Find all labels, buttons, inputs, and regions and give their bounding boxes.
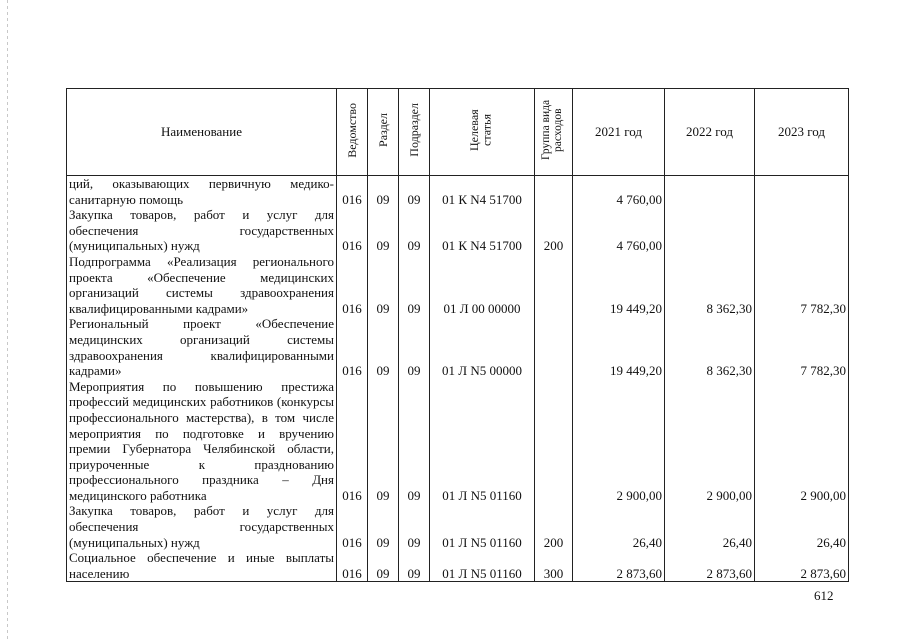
row-podrazdel: 09 bbox=[399, 503, 430, 550]
row-celevaya-statya: 01 Л N5 01160 bbox=[430, 550, 535, 582]
row-vedomstvo: 016 bbox=[337, 176, 368, 208]
row-gruppa: 200 bbox=[535, 503, 573, 550]
row-name: Закупка товаров, работ и услуг для обеспечения государственных (муниципальных) нужд bbox=[67, 207, 337, 254]
row-celevaya-statya: 01 Л N5 01160 bbox=[430, 379, 535, 504]
header-razdel-label: Раздел bbox=[375, 113, 390, 147]
row-gruppa bbox=[535, 316, 573, 378]
budget-table bbox=[66, 88, 849, 582]
row-celevaya-statya: 01 К N4 51700 bbox=[430, 207, 535, 254]
header-celevaya-statya-label: Целевая статья bbox=[467, 109, 494, 151]
row-2021: 4 760,00 bbox=[573, 176, 665, 208]
row-2023: 2 900,00 bbox=[755, 379, 849, 504]
row-vedomstvo: 016 bbox=[337, 254, 368, 316]
row-2022: 8 362,30 bbox=[665, 254, 755, 316]
header-podrazdel-label: Подраздел bbox=[406, 103, 421, 157]
row-name: ций, оказывающих первичную медико-санитарную помощь bbox=[67, 176, 337, 208]
row-2021: 19 449,20 bbox=[573, 316, 665, 378]
row-celevaya-statya: 01 К N4 51700 bbox=[430, 176, 535, 208]
row-name: Подпрограмма «Реализация регионального проекта «Обеспечение медицинских организаций системы здравоохранения квалифицированными кадрами» bbox=[67, 254, 337, 316]
table-row bbox=[67, 207, 849, 254]
table-row bbox=[67, 316, 849, 378]
row-name: Мероприятия по повышению престижа профессий медицинских работников (конкурсы профессионального мастерства), в том числе мероприятия по подготовке и вручению премии Губернатора Челябинской области, приуроченные к празднованию профессионального праздника – Дня медицинского работника bbox=[67, 379, 337, 504]
row-2022: 8 362,30 bbox=[665, 316, 755, 378]
header-podrazdel bbox=[399, 89, 430, 176]
row-name: Региональный проект «Обеспечение медицинских организаций системы здравоохранения квалифицированными кадрами» bbox=[67, 316, 337, 378]
row-vedomstvo: 016 bbox=[337, 550, 368, 582]
row-razdel: 09 bbox=[368, 316, 399, 378]
row-razdel: 09 bbox=[368, 207, 399, 254]
header-razdel bbox=[368, 89, 399, 176]
table-row bbox=[67, 379, 849, 504]
row-celevaya-statya: 01 Л 00 00000 bbox=[430, 254, 535, 316]
row-2022: 2 873,60 bbox=[665, 550, 755, 582]
row-2022: 2 900,00 bbox=[665, 379, 755, 504]
row-podrazdel: 09 bbox=[399, 176, 430, 208]
row-vedomstvo: 016 bbox=[337, 379, 368, 504]
header-vedomstvo bbox=[337, 89, 368, 176]
table-row bbox=[67, 503, 849, 550]
header-2023: 2023 год bbox=[755, 89, 849, 176]
row-2021: 2 873,60 bbox=[573, 550, 665, 582]
row-2023: 7 782,30 bbox=[755, 316, 849, 378]
row-2021: 26,40 bbox=[573, 503, 665, 550]
row-2021: 19 449,20 bbox=[573, 254, 665, 316]
row-vedomstvo: 016 bbox=[337, 503, 368, 550]
header-gruppa bbox=[535, 89, 573, 176]
row-2023: 2 873,60 bbox=[755, 550, 849, 582]
page-number: 612 bbox=[814, 588, 834, 603]
row-2023 bbox=[755, 176, 849, 208]
row-podrazdel: 09 bbox=[399, 207, 430, 254]
header-row bbox=[67, 89, 849, 176]
header-2022: 2022 год bbox=[665, 89, 755, 176]
row-2023: 7 782,30 bbox=[755, 254, 849, 316]
row-razdel: 09 bbox=[368, 254, 399, 316]
row-gruppa bbox=[535, 254, 573, 316]
row-celevaya-statya: 01 Л N5 00000 bbox=[430, 316, 535, 378]
row-vedomstvo: 016 bbox=[337, 316, 368, 378]
row-2022 bbox=[665, 207, 755, 254]
row-2022 bbox=[665, 176, 755, 208]
row-2023: 26,40 bbox=[755, 503, 849, 550]
row-name: Закупка товаров, работ и услуг для обеспечения государственных (муниципальных) нужд bbox=[67, 503, 337, 550]
row-gruppa: 200 bbox=[535, 207, 573, 254]
row-gruppa bbox=[535, 176, 573, 208]
row-vedomstvo: 016 bbox=[337, 207, 368, 254]
table-row bbox=[67, 550, 849, 582]
row-razdel: 09 bbox=[368, 503, 399, 550]
page-margin-line bbox=[7, 0, 8, 640]
table-row bbox=[67, 176, 849, 208]
row-2022: 26,40 bbox=[665, 503, 755, 550]
row-celevaya-statya: 01 Л N5 01160 bbox=[430, 503, 535, 550]
header-2021: 2021 год bbox=[573, 89, 665, 176]
row-gruppa bbox=[535, 379, 573, 504]
row-2023 bbox=[755, 207, 849, 254]
table-row bbox=[67, 254, 849, 316]
header-name: Наименование bbox=[67, 89, 337, 176]
row-razdel: 09 bbox=[368, 550, 399, 582]
row-podrazdel: 09 bbox=[399, 254, 430, 316]
row-razdel: 09 bbox=[368, 176, 399, 208]
row-gruppa: 300 bbox=[535, 550, 573, 582]
row-2021: 2 900,00 bbox=[573, 379, 665, 504]
row-podrazdel: 09 bbox=[399, 316, 430, 378]
header-celevaya-statya bbox=[430, 89, 535, 176]
header-vedomstvo-label: Ведомство bbox=[344, 102, 359, 158]
row-razdel: 09 bbox=[368, 379, 399, 504]
row-2021: 4 760,00 bbox=[573, 207, 665, 254]
header-gruppa-label: Группа вида расходов bbox=[539, 99, 564, 161]
row-podrazdel: 09 bbox=[399, 379, 430, 504]
row-name: Социальное обеспечение и иные выплаты населению bbox=[67, 550, 337, 582]
row-podrazdel: 09 bbox=[399, 550, 430, 582]
